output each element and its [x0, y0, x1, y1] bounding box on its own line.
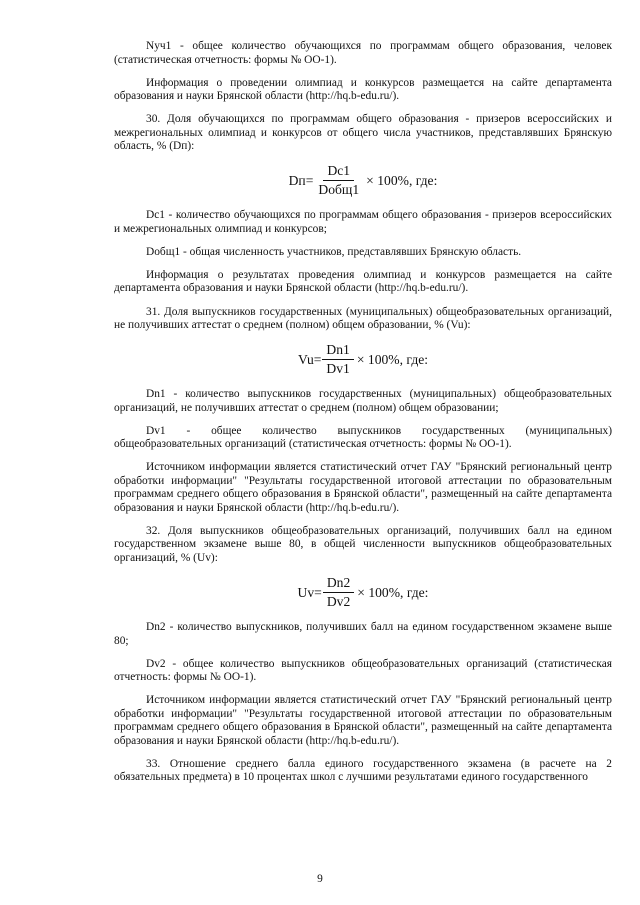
formula-dp-lhs: Dп=: [288, 172, 314, 188]
formula-vu-lhs: Vu=: [297, 351, 322, 367]
formula-vu: [114, 342, 612, 377]
page-number: 9: [317, 873, 323, 885]
formula-uv-numerator: Dn2: [323, 575, 354, 593]
paragraph-item-31: 31. Доля выпускников государственных (муниципальных) общеобразовательных организаций, не получивших аттестат о среднем (полном) общем образовании, % (Vu):: [114, 305, 612, 332]
paragraph-dv1-definition: Dv1 - общее количество выпускников государственных (муниципальных) общеобразовательных организаций (статистическая отчетность: формы № ОО-1).: [114, 424, 612, 451]
paragraph-item-30: 30. Доля обучающихся по программам общего образования - призеров всероссийских и межрегиональных олимпиад и конкурсов от общего числа участников, представлявших Брянскую область, % (Dп):: [114, 113, 612, 153]
formula-uv-fraction: [323, 575, 354, 610]
paragraph-item-33: 33. Отношение среднего балла единого государственного экзамена (в расчете на 2 обязательных предмета) в 10 процентах школ с лучшими результатами единого государственного: [114, 757, 612, 784]
paragraph-dn2-definition: Dn2 - количество выпускников, получивших балл на едином государственном экзамене выше 80;: [114, 621, 612, 647]
formula-vu-numerator: Dn1: [322, 342, 353, 360]
paragraph-nuch1-definition: Nуч1 - общее количество обучающихся по программам общего образования, человек (статистическая отчетность: формы № ОО-1).: [114, 40, 612, 66]
formula-uv-lhs: Uv=: [297, 584, 322, 600]
paragraph-dn1-definition: Dn1 - количество выпускников государственных (муниципальных) общеобразовательных организаций, не получивших аттестат о среднем (полном) общем образовании;: [114, 388, 612, 414]
paragraph-olympiad-results-info: Информация о результатах проведения олимпиад и конкурсов размещается на сайте департамента образования и науки Брянской области (http://hq.b-edu.ru/).: [114, 268, 612, 295]
formula-dp: [114, 163, 612, 198]
formula-vu-denominator: Dv1: [326, 361, 350, 377]
paragraph-source-info-31: Источником информации является статистический отчет ГАУ "Брянский региональный центр обработки информации" "Результаты государственной итоговой аттестации по образовательным программам среднего общего образования в Брянской области", размещенный на сайте департамента образования и науки Брянской области (http://hq.b-edu.ru/).: [114, 461, 612, 514]
formula-vu-fraction: [322, 342, 353, 377]
paragraph-item-32: 32. Доля выпускников общеобразовательных организаций, получивших балл на едином государственном экзамене выше 80, в общей численности выпускников общеобразовательных организаций, % (Uv):: [114, 524, 612, 564]
paragraph-source-info-32: Источником информации является статистический отчет ГАУ "Брянский региональный центр обработки информации" "Результаты государственной итоговой аттестации по образовательным программам среднего общего образования в Брянской области", размещенный на сайте департамента образования и науки Брянской области (http://hq.b-edu.ru/).: [114, 694, 612, 747]
formula-uv-denominator: Dv2: [326, 594, 351, 610]
formula-dp-denominator: Dобщ1: [318, 182, 360, 198]
paragraph-dobsch1-definition: Dобщ1 - общая численность участников, представлявших Брянскую область.: [146, 245, 522, 258]
formula-uv-rhs: × 100%, где:: [357, 584, 429, 600]
paragraph-dv2-definition: Dv2 - общее количество выпускников общеобразовательных организаций (статистическая отчетность: формы № ОО-1).: [114, 657, 612, 684]
paragraph-dc1-definition: Dc1 - количество обучающихся по программам общего образования - призеров всероссийских и межрегиональных олимпиад и конкурсов;: [114, 209, 612, 235]
formula-dp-rhs: × 100%, где:: [366, 172, 438, 188]
formula-uv: [114, 575, 612, 610]
paragraph-olympiad-info: Информация о проведении олимпиад и конкурсов размещается на сайте департамента образования и науки Брянской области (http://hq.b-edu.ru/).: [114, 76, 612, 103]
formula-dp-fraction: [314, 163, 363, 198]
formula-vu-rhs: × 100%, где:: [356, 351, 429, 367]
formula-dp-numerator: Dc1: [323, 163, 354, 181]
